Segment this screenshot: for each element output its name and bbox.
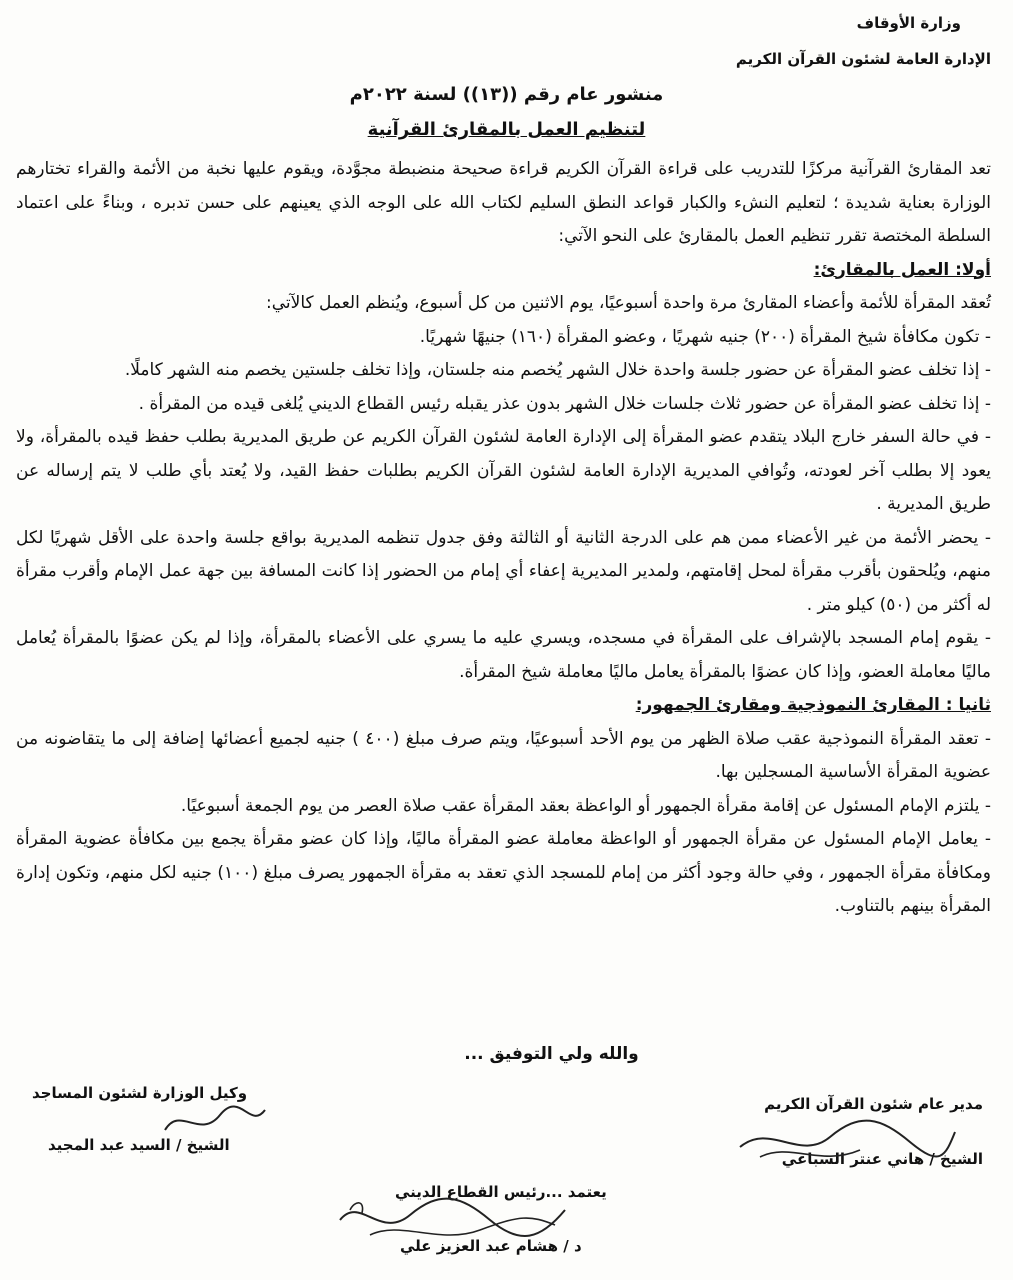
ministry-name: وزارة الأوقاف xyxy=(856,14,961,32)
intro-paragraph: تعد المقارئ القرآنية مركزًا للتدريب على قراءة القرآن الكريم قراءة صحيحة منضبطة مجوَّدة، ويقوم عليها نخبة من الأئمة والقراء تختارهم الوزارة بعناية شديدة ؛ لتعليم النشء والكبار قواعد النطق السليم لكتاب الله على الوجه الذي يعينهم على حسن تدبره ، وبناءً على اعتماد السلطة المختصة تقرر تنظيم العمل بالمقارئ على النحو الآتي: xyxy=(16,159,991,246)
section-one-item: - تكون مكافأة شيخ المقرأة (٢٠٠) جنيه شهريًا ، وعضو المقرأة (١٦٠) جنيهًا شهريًا. xyxy=(419,326,991,347)
document-body xyxy=(16,153,991,924)
circular-number: منشور عام رقم ((١٣)) لسنة ٢٠٢٢م xyxy=(349,84,664,105)
section-one-heading: أولا: العمل بالمقارئ: xyxy=(813,259,991,280)
section-one-item: - يحضر الأئمة من غير الأعضاء ممن هم على الدرجة الثانية أو الثالثة وفق جدول تنظمه المديرية بواقع جلسة واحدة على الأقل شهريًا لكل منهم، ويُلحقون بأقرب مقرأة لمحل إقامتهم، ولمدير المديرية إعفاء أي إمام من الحضور إذا كانت المسافة بين جهة عمل الإمام وأقرب مقرأة له أكثر من (٥٠) كيلو متر . xyxy=(16,527,991,615)
section-two-heading: ثانيا : المقارئ النموذجية ومقارئ الجمهور: xyxy=(635,695,991,715)
section-two-item: - يلتزم الإمام المسئول عن إقامة مقرأة الجمهور أو الواعظة بعقد المقرأة عقب صلاة العصر من يوم الجمعة أسبوعيًا. xyxy=(180,795,991,816)
section-one-item: - إذا تخلف عضو المقرأة عن حضور جلسة واحدة خلال الشهر يُخصم منه جلستان، وإذا تخلف جلستين يخصم منه الشهر كاملًا. xyxy=(124,360,991,380)
center-signatory-title: يعتمد ...رئيس القطاع الديني xyxy=(395,1183,607,1201)
closing-line: والله ولي التوفيق ... xyxy=(464,1044,639,1064)
center-signatory-name: د / هشام عبد العزيز علي xyxy=(400,1237,582,1255)
department-name: الإدارة العامة لشئون القرآن الكريم xyxy=(735,50,991,68)
left-signatory-name: الشيخ / السيد عبد المجيد xyxy=(48,1136,230,1154)
right-signatory-title: مدير عام شئون القرآن الكريم xyxy=(764,1095,983,1113)
left-signatory-title: وكيل الوزارة لشئون المساجد xyxy=(32,1084,248,1102)
center-signature-scribble xyxy=(330,1185,570,1255)
section-two-item: - يعامل الإمام المسئول عن مقرأة الجمهور أو الواعظة معاملة عضو المقرأة ماليًا، وإذا كان عضو مقرأة يجمع بين مكافأة عضوية المقرأة ومكافأة مقرأة الجمهور ، وفي حالة وجود أكثر من إمام للمسجد الذي تعقد به مقرأة الجمهور يصرف مبلغ (١٠٠) جنيه لكل منهم، وتكون إدارة المقرأة بينهم بالتناوب. xyxy=(16,829,992,916)
section-one-lead: تُعقد المقرأة للأئمة وأعضاء المقارئ مرة واحدة أسبوعيًا، يوم الاثنين من كل أسبوع، ويُنظم العمل كالآتي: xyxy=(266,293,991,313)
section-one-item: - إذا تخلف عضو المقرأة عن حضور ثلاث جلسات خلال الشهر بدون عذر يقبله رئيس القطاع الديني يُلغى قيده من المقرأة . xyxy=(138,393,991,414)
circular-subject: لتنظيم العمل بالمقارئ القرآنية xyxy=(367,119,646,140)
left-signature-scribble xyxy=(160,1100,270,1145)
section-one-item: - في حالة السفر خارج البلاد يتقدم عضو المقرأة إلى الإدارة العامة لشئون القرآن الكريم عن طريق المديرية بطلب حفظ قيده بالمقرأة، ولا يعود إلا بطلب آخر لعودته، وتُوافي المديرية الإدارة العامة لشئون القرآن الكريم بطلبات حفظ القيد، ولا يُعتد بأي طلب لا يتم إرساله عن طريق المديرية . xyxy=(16,427,991,514)
right-signature-scribble xyxy=(730,1112,960,1172)
right-signatory-name: الشيخ / هاني عنتر السباعي xyxy=(781,1150,983,1168)
section-two-item: - تعقد المقرأة النموذجية عقب صلاة الظهر من يوم الأحد أسبوعيًا، ويتم صرف مبلغ (٤٠٠ ) جنيه لجميع أعضائها إضافة إلى ما يتقاضونه من عضوية المقرأة الأساسية المسجلين بها. xyxy=(16,728,991,782)
section-one-item: - يقوم إمام المسجد بالإشراف على المقرأة في مسجده، ويسري عليه ما يسري على الأعضاء بالمقرأة، وإذا لم يكن عضوًا بالمقرأة يُعامل ماليًا معاملة العضو، وإذا كان عضوًا بالمقرأة يعامل ماليًا معاملة شيخ المقرأة. xyxy=(16,628,991,682)
